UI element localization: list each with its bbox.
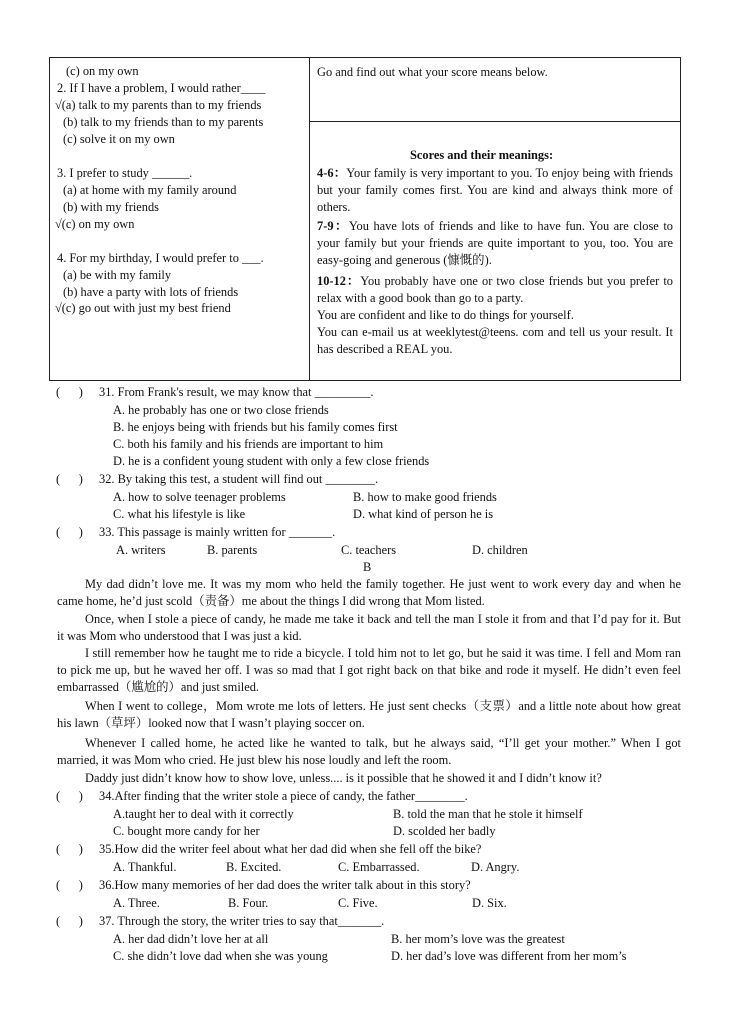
- answer-blank-31: ( ): [56, 385, 83, 399]
- q2-stem: 2. If I have a problem, I would rather____: [57, 81, 266, 95]
- q32-option-a: A. how to solve teenager problems: [113, 490, 286, 504]
- answer-blank-34: ( ): [56, 789, 83, 803]
- q37-option-a: A. her dad didn’t love her at all: [113, 932, 269, 946]
- q36-option-c: C. Five.: [338, 896, 378, 910]
- q31-option-d: D. he is a confident young student with only a few close friends: [113, 454, 430, 468]
- passage-paragraph-3: I still remember how he taught me to ride a bicycle. I told him not to let go, but he said it was time. I fell and Mom ran to pick me up, but he waved her off. I was so mad that I got right back on that bike and rode it myself. He didn’t even feel embarrassed（尴尬的）and just smiled.: [57, 646, 681, 695]
- score-text-7-9: You have lots of friends and like to have fun. You are close to your family but your friends are quite important to you, too. You are easy-going and generous (慷慨的).: [317, 219, 673, 268]
- q31-option-a: A. he probably has one or two close friends: [113, 403, 329, 417]
- go-find-text: Go and find out what your score means below.: [317, 65, 548, 79]
- q34-option-d: D. scolded her badly: [393, 824, 496, 838]
- q37-option-b: B. her mom’s love was the greatest: [391, 932, 565, 946]
- q33-option-d: D. children: [472, 543, 528, 557]
- scores-heading: Scores and their meanings:: [410, 148, 554, 162]
- q36-option-a: A. Three.: [113, 896, 160, 910]
- q4-option-b: (b) have a party with lots of friends: [63, 285, 239, 299]
- q34-option-a: A.taught her to deal with it correctly: [113, 807, 294, 821]
- q35-option-a: A. Thankful.: [113, 860, 177, 874]
- passage-paragraph-6: Daddy just didn’t know how to show love, unless.... is it possible that he showed it and I didn’t know it?: [85, 771, 602, 785]
- q33-stem: 33. This passage is mainly written for _______.: [99, 525, 336, 539]
- score-text-4-6: Your family is very important to you. To enjoy being with friends but your family comes first. You are kind and always think more of others.: [317, 166, 673, 215]
- score-range-7-9: [317, 218, 673, 270]
- table-divider-horizontal: [310, 121, 681, 122]
- q37-option-c: C. she didn’t love dad when she was young: [113, 949, 328, 963]
- q33-option-a: A. writers: [116, 543, 166, 557]
- answer-blank-37: ( ): [56, 914, 83, 928]
- score-label-4-6: 4-6：: [317, 166, 347, 180]
- table-divider-vertical: [309, 57, 310, 381]
- q37-option-d: D. her dad’s love was different from her mom’s: [391, 949, 627, 963]
- q4-option-a: (a) be with my family: [63, 268, 172, 282]
- q31-option-b: B. he enjoys being with friends but his family comes first: [113, 420, 398, 434]
- q32-option-d: D. what kind of person he is: [353, 507, 494, 521]
- q1-option-c: (c) on my own: [66, 64, 139, 78]
- q35-option-d: D. Angry.: [471, 860, 520, 874]
- answer-blank-32: ( ): [56, 472, 83, 486]
- q35-option-b: B. Excited.: [226, 860, 282, 874]
- q31-stem: 31. From Frank's result, we may know that _________.: [99, 385, 374, 399]
- q2-option-c: (c) solve it on my own: [63, 132, 175, 146]
- q36-option-b: B. Four.: [228, 896, 269, 910]
- q36-option-d: D. Six.: [472, 896, 507, 910]
- q36-stem: 36.How many memories of her dad does the writer talk about in this story?: [99, 878, 471, 892]
- q3-option-b: (b) with my friends: [63, 200, 160, 214]
- answer-blank-36: ( ): [56, 878, 83, 892]
- q35-option-c: C. Embarrassed.: [338, 860, 420, 874]
- q3-option-a: (a) at home with my family around: [63, 183, 237, 197]
- q31-option-c: C. both his family and his friends are important to him: [113, 437, 384, 451]
- passage-paragraph-2: Once, when I stole a piece of candy, he made me take it back and tell the man I stole it from and that I’d pay for it. But it was Mom who understood that I was just a kid.: [57, 612, 681, 644]
- q33-option-c: C. teachers: [341, 543, 397, 557]
- score-label-10-12: 10-12：: [317, 274, 361, 288]
- answer-blank-33: ( ): [56, 525, 83, 539]
- q35-stem: 35.How did the writer feel about what her dad did when she fell off the bike?: [99, 842, 482, 856]
- q33-option-b: B. parents: [207, 543, 258, 557]
- q32-option-c: C. what his lifestyle is like: [113, 507, 246, 521]
- q2-option-b: (b) talk to my friends than to my parents: [63, 115, 264, 129]
- q3-stem: 3. I prefer to study ______.: [57, 166, 193, 180]
- q4-stem: 4. For my birthday, I would prefer to ___.: [57, 251, 264, 265]
- passage-paragraph-1: My dad didn’t love me. It was my mom who held the family together. He just went to work every day and when he came home, he’d just scold（责备）me about the things I did wrong that Mom listed.: [57, 577, 681, 609]
- q34-option-b: B. told the man that he stole it himself: [393, 807, 583, 821]
- passage-b-label: B: [363, 560, 372, 574]
- answer-blank-35: ( ): [56, 842, 83, 856]
- q37-stem: 37. Through the story, the writer tries to say that_______.: [99, 914, 385, 928]
- q3-option-c: √(c) on my own: [55, 217, 135, 231]
- score-range-4-6: [317, 165, 673, 217]
- score-confident-line: You are confident and like to do things for yourself.: [317, 308, 574, 322]
- q34-option-c: C. bought more candy for her: [113, 824, 260, 838]
- score-range-10-12: [317, 273, 673, 307]
- q32-option-b: B. how to make good friends: [353, 490, 497, 504]
- email-text: You can e-mail us at weeklytest@teens. com and tell us your result. It has described a REAL you.: [317, 325, 673, 357]
- q34-stem: 34.After finding that the writer stole a piece of candy, the father________.: [99, 789, 468, 803]
- passage-paragraph-4: When I went to college，Mom wrote me lots of letters. He just sent checks（支票）and a little note about how great his lawn（草坪）looked now that I wasn’t playing soccer on.: [57, 699, 681, 731]
- q32-stem: 32. By taking this test, a student will find out ________.: [99, 472, 379, 486]
- q4-option-c: √(c) go out with just my best friend: [55, 301, 231, 315]
- score-text-10-12: You probably have one or two close friends but you prefer to relax with a good book than go to a party.: [317, 274, 673, 306]
- passage-paragraph-5: Whenever I called home, he acted like he wanted to talk, but he always said, “I’ll get your mother.” When I got married, it was Mom who cried. He just blew his nose loudly and left the room.: [57, 736, 681, 768]
- score-label-7-9: 7-9：: [317, 219, 349, 233]
- q2-option-a: √(a) talk to my parents than to my friends: [55, 98, 262, 112]
